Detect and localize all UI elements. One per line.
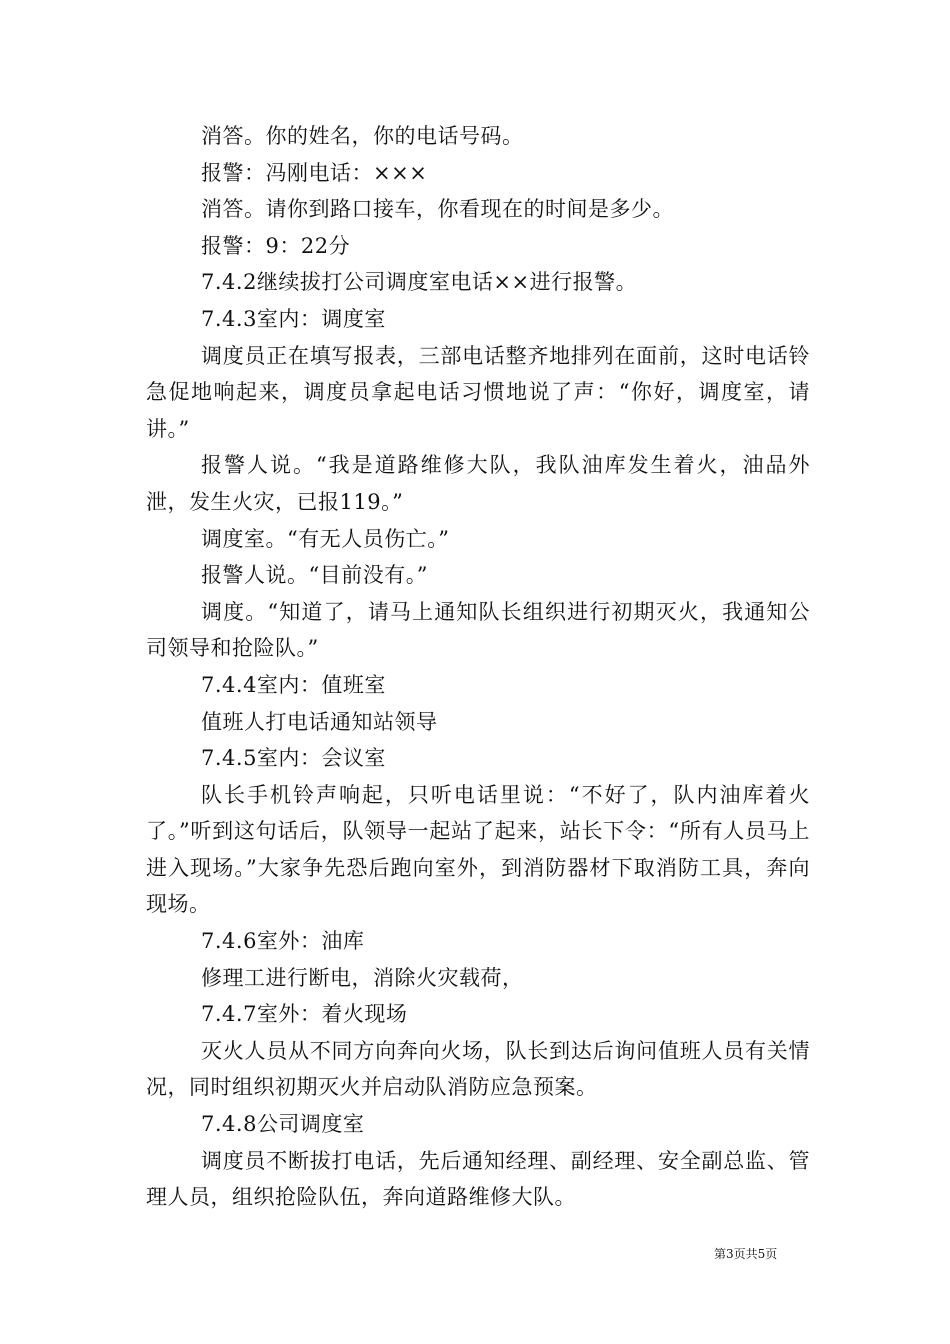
paragraph-meeting-room: 队长手机铃声响起，只听电话里说：“不好了，队内油库着火了。”听到这句话后，队领导一起站了起来，站长下令：“所有人员马上进入现场。”大家争先恐后跑向室外，到消防器材下取消防工具，奔向现场。 [146,782,810,917]
section-heading-7-4-6: 7.4.6室外：油库 [201,929,365,954]
paragraph-3: 消答。请你到路口接车，你看现在的时间是多少。 [201,197,674,222]
paragraph-duty-call: 值班人打电话通知站领导 [201,709,438,734]
paragraph-1: 消答。你的姓名，你的电话号码。 [201,124,524,148]
section-heading-7-4-5: 7.4.5室内：会议室 [201,746,386,771]
paragraph-power-off: 修理工进行断电，消除火灾载荷， [201,965,524,990]
paragraph-dispatch-reply: 调度。“知道了，请马上通知队长组织进行初期灭火，我通知公司领导和抢险队。” [146,599,810,661]
paragraph-dispatcher-call: 调度员正在填写报表，三部电话整齐地排列在面前，这时电话铃急促地响起来，调度员拿起电话习惯地说了声：“你好，调度室，请讲。” [146,343,810,441]
paragraph-reporter-1: 报警人说。“我是道路维修大队，我队油库发生着火，油品外泄，发生火灾，已报119。” [146,453,810,514]
section-heading-7-4-2: 7.4.2继续拔打公司调度室电话××进行报警。 [201,270,638,295]
paragraph-reporter-2: 报警人说。“目前没有。” [201,563,428,588]
document-body [146,118,810,1216]
paragraph-fire-scene: 灭火人员从不同方向奔向火场，队长到达后询问值班人员有关情况，同时组织初期灭火并启动队消防应急预案。 [146,1038,810,1100]
page-number: 第3页共5页 [714,1247,778,1261]
paragraph-dispatch-question: 调度室。“有无人员伤亡。” [201,526,450,551]
paragraph-4: 报警：9：22分 [201,233,351,258]
section-heading-7-4-4: 7.4.4室内：值班室 [201,672,386,697]
section-heading-7-4-3: 7.4.3室内：调度室 [201,306,386,331]
paragraph-company-dispatch: 调度员不断拔打电话，先后通知经理、副经理、安全副总监、管理人员，组织抢险队伍，奔向道路维修大队。 [146,1148,810,1210]
section-heading-7-4-8: 7.4.8公司调度室 [201,1112,365,1137]
section-heading-7-4-7: 7.4.7室外：着火现场 [201,1002,408,1027]
paragraph-2: 报警：冯刚电话：××× [201,160,428,185]
